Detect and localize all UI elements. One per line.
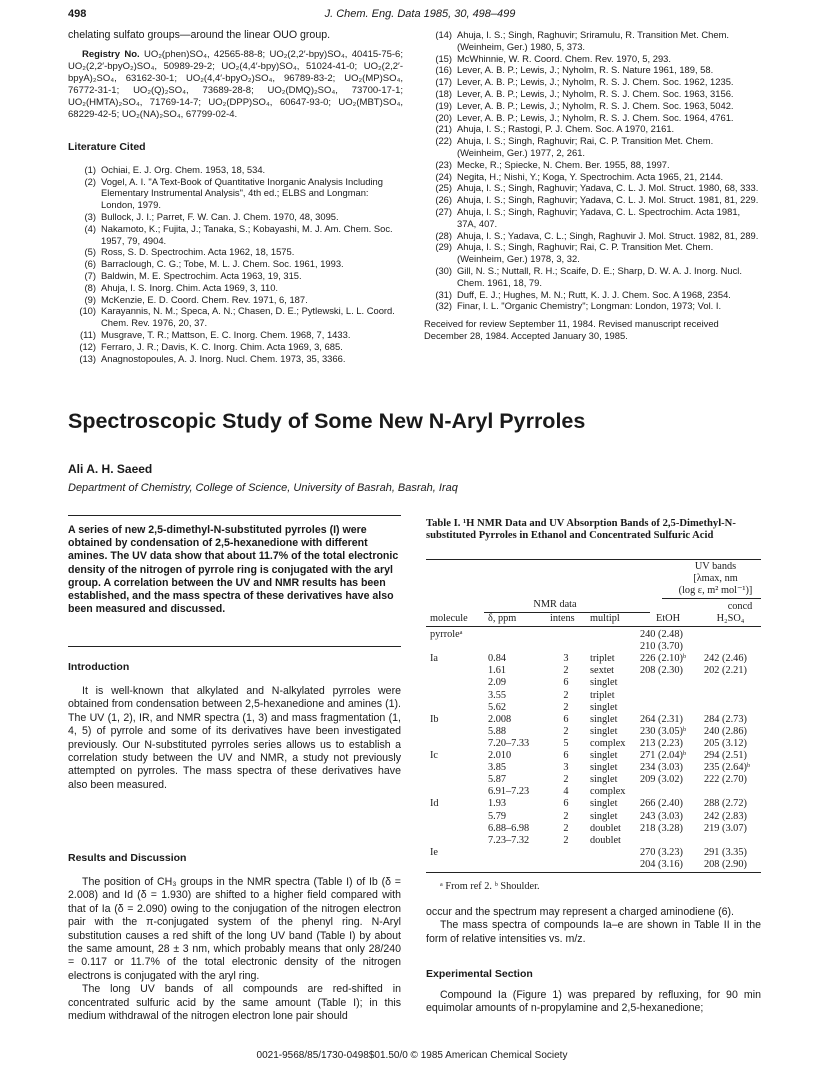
reference-number: (2): [84, 175, 96, 187]
table-cell: Ic: [430, 750, 438, 762]
reference-item: [68, 341, 403, 353]
reference-text: Negita, H.; Nishi, Y.; Koga, Y. Spectrochim. Acta 1965, 21, 2144.: [457, 170, 724, 182]
reference-number: (28): [435, 229, 452, 241]
table-row: [426, 774, 761, 786]
reference-text: Lever, A. B. P.; Lewis, J.; Nyholm, R. S. J. Chem. Soc. 1963, 3156.: [457, 87, 734, 99]
table-cell: [426, 859, 484, 871]
reference-number: (13): [79, 352, 96, 364]
table-cell: doublet: [590, 822, 621, 834]
table-cell: [636, 786, 700, 798]
reference-text: Ahuja, I. S.; Singh, Raghuvir; Rai, C. P. Transition Met. Chem. (Weinheim, Ger.) 1977, 2, 261.: [457, 135, 714, 158]
reference-text: Baldwin, M. E. Spectrochim. Acta 1963, 19, 315.: [101, 269, 302, 281]
results-heading: Results and Discussion: [68, 852, 187, 864]
reference-text: Gill, N. S.; Nuttall, R. H.; Scaife, D. E.; Sharp, D. W. A. J. Inorg. Nucl. Chem. 1961, 18, 79.: [457, 264, 742, 288]
reference-number: (5): [84, 246, 96, 258]
table-cell: 6: [563, 798, 569, 810]
table-cell: pyrroleᵃ: [430, 629, 463, 641]
table-cell: [546, 627, 586, 642]
reference-number: (21): [435, 123, 452, 135]
reference-text: Anagnostopoules, A. J. Inorg. Nucl. Chem. 1973, 35, 3366.: [101, 352, 346, 364]
table-cell: [546, 641, 586, 653]
column-header: EtOH: [636, 613, 700, 627]
introduction-paragraph: It is well-known that alkylated and N-alkylated pyrroles were obtained from condensation between 2,5-hexanedione and amines (1). The UV (1, 2), IR, and NMR spectra (1, 3) and mass fragmentation (1, 4, 5) of pyrrole and some of its derivatives have been investigated previously. Our N-substituted pyrroles series allows us to establish a correlation study between the UV and NMR, a study not previously attempted on pyrroles. The mass spectra of these derivatives have also been measured.: [68, 685, 401, 791]
reference-text: Lever, A. B. P.; Lewis, J.; Nyholm, R. S. Nature 1961, 189, 58.: [457, 64, 714, 76]
table-cell: 2.008: [488, 713, 512, 725]
table-cell: sextet: [590, 665, 615, 677]
table-cell: [586, 627, 636, 642]
reference-item: [424, 206, 760, 230]
table-cell: 2: [563, 701, 569, 713]
table-cell: [426, 823, 484, 835]
reference-number: (31): [435, 288, 452, 300]
table-cell: 2.09: [488, 677, 507, 689]
table-cell: 271 (2.04)ᵇ: [640, 750, 687, 762]
introduction-heading: Introduction: [68, 661, 130, 673]
reference-number: (17): [435, 76, 452, 88]
table-cell: singlet: [590, 750, 618, 762]
registry-label: Registry No.: [82, 48, 140, 60]
uv-bands-label: UV bands: [694, 561, 737, 572]
article-title: Spectroscopic Study of Some New N-Aryl Pyrroles: [68, 409, 586, 433]
reference-number: (6): [84, 258, 96, 270]
results-section: [68, 876, 401, 1023]
reference-item: [424, 300, 760, 312]
reference-item: [424, 159, 760, 171]
reference-item: [424, 53, 760, 65]
reference-text: Karayannis, N. M.; Speca, A. N.; Chasen, D. E.; Pytlewski, L. L. Coord. Chem. Rev. 1976, 20, 37.: [101, 305, 395, 329]
table-cell: [546, 847, 586, 859]
reference-number: (20): [435, 111, 452, 123]
table-bottom-rule: [426, 872, 761, 873]
reference-number: (16): [435, 64, 452, 76]
reference-number: (24): [435, 170, 452, 182]
reference-item: [424, 241, 760, 265]
table-cell: [484, 641, 546, 653]
reference-text: Bullock, J. I.; Parret, F. W. Can. J. Chem. 1970, 48, 3095.: [101, 210, 339, 222]
results-paragraph-1: The position of CH₃ groups in the NMR spectra (Table I) of Ib (δ = 2.008) and Id (δ = 1.930) are shifted to a higher field compared with that of Ia (δ = 2.090) owing to the conjugation of the nitrogen electron pair with the π-conjugated system of the phenyl ring. N-Aryl substitution causes a red shift of the long UV band (Table I) by about the same amount, 28 ± 3 nm, which probably means that only 28/240 = 0.117 or 11.7% of the total electronic density of the nitrogen electrons is conjugated with the aryl ring.: [68, 876, 401, 982]
prev-article-right: [424, 29, 760, 342]
table-row: [426, 762, 761, 774]
table-cell: 6.88–6.98: [488, 822, 530, 834]
table-cell: [586, 641, 636, 653]
table-cell: triplet: [590, 653, 615, 665]
reference-number: (8): [84, 281, 96, 293]
experimental-section: [426, 989, 761, 1016]
table-cell: [426, 811, 484, 823]
reference-list-left: [68, 164, 403, 365]
table-cell: [426, 786, 484, 798]
reference-item: [68, 294, 403, 306]
right-paragraph-1: occur and the spectrum may represent a charged aminodiene (6).: [426, 906, 734, 918]
reference-text: McKenzie, E. D. Coord. Chem. Rev. 1971, 6, 187.: [101, 293, 308, 305]
reference-item: [68, 164, 403, 176]
author: Ali A. H. Saeed: [68, 462, 153, 476]
table-cell: [426, 641, 484, 653]
table-cell: [546, 859, 586, 871]
uv-units-line2: (log ε, m² mol⁻¹)]: [678, 585, 753, 597]
reference-text: Nakamoto, K.; Fujita, J.; Tanaka, S.; Kobayashi, M. J. Am. Chem. Soc. 1957, 79, 4904.: [101, 222, 393, 246]
reference-item: [68, 305, 403, 329]
table-cell: 234 (3.03): [640, 762, 683, 774]
table-cell: [426, 665, 484, 677]
table-cell: [426, 677, 484, 689]
introduction-section: [68, 685, 401, 792]
reference-text: Ahuja, I. S.; Singh, Raghuvir; Sriramulu, R. Transition Met. Chem. (Weinheim, Ger.) 1980, 5, 373.: [457, 29, 729, 52]
reference-number: (30): [435, 264, 452, 276]
column-header: intens: [546, 613, 586, 627]
table-row: [426, 627, 761, 642]
table-cell: singlet: [590, 701, 618, 713]
table-cell: [426, 738, 484, 750]
table-cell: singlet: [590, 762, 618, 774]
registry-numbers: [68, 49, 403, 122]
table-cell: 213 (2.23): [640, 737, 683, 749]
table-cell: [426, 835, 484, 847]
table-row: [426, 677, 761, 689]
table-row: [426, 690, 761, 702]
table-cell: 7.23–7.32: [488, 834, 530, 846]
table-cell: 240 (2.48): [640, 629, 683, 641]
table-cell: 219 (3.07): [704, 822, 747, 834]
table-cell: 208 (2.90): [704, 858, 747, 870]
reference-number: (12): [79, 340, 96, 352]
table-row: [426, 702, 761, 714]
reference-number: (15): [435, 52, 452, 64]
reference-text: McWhinnie, W. R. Coord. Chem. Rev. 1970, 5, 293.: [457, 52, 671, 64]
reference-text: Finar, I. L. "Organic Chemistry"; Longman: London, 1973; Vol. I.: [457, 300, 722, 312]
reference-item: [68, 246, 403, 258]
reference-item: [424, 182, 760, 194]
reference-number: (4): [84, 222, 96, 234]
page-number: 498: [68, 8, 87, 20]
table-cell: 235 (2.64)ᵇ: [704, 762, 751, 774]
reference-number: (9): [84, 293, 96, 305]
table-cell: Ia: [430, 653, 438, 665]
table-cell: 2: [563, 689, 569, 701]
table-cell: 202 (2.21): [704, 665, 747, 677]
table-row: [426, 726, 761, 738]
table-cell: singlet: [590, 677, 618, 689]
reference-text: Lever, A. B. P.; Lewis, J.; Nyholm, R. S. J. Chem. Soc. 1963, 5042.: [457, 99, 734, 111]
reference-item: [424, 88, 760, 100]
abstract: A series of new 2,5-dimethyl-N-substituted pyrroles (I) were obtained by condensation of 2,5-hexanedione with different amines. The UV data show that about 11.7% of the total electronic density of the nitrogen of pyrrole ring is conjugated with the aryl group. A correlation between the UV and NMR results has been established, and the mass spectra of these derivatives have also been measured and discussed.: [68, 524, 399, 616]
table-cell: 6: [563, 677, 569, 689]
reference-item: [424, 76, 760, 88]
reference-item: [68, 353, 403, 365]
table-row: [426, 653, 761, 665]
reference-number: (19): [435, 99, 452, 111]
uv-units-line1: [λmax, nm: [693, 573, 738, 585]
table-cell: 3: [563, 653, 569, 665]
column-header: δ, ppm: [484, 613, 546, 627]
table-cell: singlet: [590, 810, 618, 822]
table-row: [426, 750, 761, 762]
table-row: [426, 738, 761, 750]
experimental-paragraph: Compound Ia (Figure 1) was prepared by refluxing, for 90 min equimolar amounts of n-propylamine and 2,5-hexanedione;: [426, 989, 761, 1015]
table-cell: 288 (2.72): [704, 798, 747, 810]
results-paragraph-2: The long UV bands of all compounds are red-shifted in concentrated sulfuric acid by the same amount (Table I); in this medium withdrawal of the nitrogen electron lone pair should: [68, 983, 401, 1023]
table-cell: 240 (2.86): [704, 725, 747, 737]
table-cell: 209 (3.02): [640, 774, 683, 786]
reference-number: (23): [435, 158, 452, 170]
table-cell: 208 (2.30): [640, 665, 683, 677]
table-cell: [484, 847, 546, 859]
table-cell: 6: [563, 713, 569, 725]
reference-number: (27): [435, 205, 452, 217]
reference-number: (26): [435, 194, 452, 206]
table-cell: 222 (2.70): [704, 774, 747, 786]
table-cell: singlet: [590, 725, 618, 737]
reference-item: [68, 223, 403, 247]
right-body-text: [426, 906, 761, 946]
reference-text: Ahuja, I. S.; Singh, Raghuvir; Yadava, C. L. Spectrochim. Acta 1981, 37A, 407.: [457, 205, 741, 229]
table-cell: Ib: [430, 713, 439, 725]
reference-item: [424, 171, 760, 183]
table-cell: singlet: [590, 713, 618, 725]
reference-number: (11): [80, 328, 96, 340]
reference-text: Ross, S. D. Spectrochim. Acta 1962, 18, 1575.: [101, 246, 295, 258]
table-row: [426, 823, 761, 835]
table-row: [426, 714, 761, 726]
reference-item: [424, 100, 760, 112]
concd-label: concd: [727, 601, 753, 612]
table-cell: 264 (2.31): [640, 713, 683, 725]
reference-text: Ahuja, I. S.; Singh, Raghuvir; Rai, C. P. Transition Met. Chem. (Weinheim, Ger.) 1978, 3, 32.: [457, 241, 714, 265]
nmr-table: [426, 613, 761, 871]
table-cell: 7.20–7.33: [488, 737, 530, 749]
table-row: [426, 847, 761, 859]
reference-item: [424, 265, 760, 289]
table-cell: 5.62: [488, 701, 507, 713]
right-paragraph-2: The mass spectra of compounds Ia–e are shown in Table II in the form of relative intensities vs. m/z.: [426, 919, 761, 945]
reference-text: Ahuja, I. S.; Singh, Raghuvir; Yadava, C. L. J. Mol. Struct. 1980, 68, 333.: [457, 182, 759, 194]
table-cell: 2: [563, 665, 569, 677]
table-cell: [484, 859, 546, 871]
registry-text: UO₂(phen)SO₄, 42565-88-8; UO₂(2,2′-bpy)SO₄, 40415-75-6; UO₂(2,2′-bpyO₂)SO₄, 50989-29-2; UO₂(4,4′-bpy)SO₄, 51024-41-0; UO₂(2,2′-bpyA)₂SO₄, 63162-30-1; UO₂(4,4′-bpyO₂)SO₄, 96789-83-2; UO₂(MP)SO₄, 76772-31-1; UO₂(Q)₂SO₄, 73689-28-8; UO₂(DMQ)₂SO₄, 73700-17-1; UO₂(HMTA)₂SO₄, 71769-14-7; UO₂(DPP)SO₄, 60647-93-0; UO₂(MBT)SO₄, 68229-42-5; UO₂(NA)₂SO₄, 67799-02-4.: [68, 48, 403, 121]
table-cell: 5: [563, 737, 569, 749]
table-cell: 284 (2.73): [704, 713, 747, 725]
table-cell: [700, 690, 761, 702]
table-cell: 1.61: [488, 665, 507, 677]
table-cell: [700, 641, 761, 653]
uv-subrule: [662, 598, 761, 599]
table-cell: 3.85: [488, 762, 507, 774]
table-cell: 226 (2.10)ᵇ: [640, 653, 687, 665]
reference-number: (7): [84, 269, 96, 281]
column-header: H₂SO₄: [700, 613, 761, 627]
table-cell: [426, 690, 484, 702]
table-cell: 2: [563, 834, 569, 846]
reference-text: Duff, E. J.; Hughes, M. N.; Rutt, K. J. J. Chem. Soc. A 1968, 2354.: [457, 288, 731, 300]
table-cell: [700, 835, 761, 847]
reference-text: Lever, A. B. P.; Lewis, J.; Nyholm, R. S. J. Chem. Soc. 1964, 4761.: [457, 111, 734, 123]
table-cell: 2: [563, 810, 569, 822]
table-cell: doublet: [590, 834, 621, 846]
table-cell: 2: [563, 822, 569, 834]
table-cell: 1.93: [488, 798, 507, 810]
reference-item: [68, 270, 403, 282]
table-caption: Table I. ¹H NMR Data and UV Absorption Bands of 2,5-Dimethyl-N-substituted Pyrroles in Ethanol and Concentrated Sulfuric Acid: [426, 518, 736, 542]
reference-item: [424, 123, 760, 135]
reference-text: Ahuja, I. S.; Yadava, C. L.; Singh, Raghuvir J. Mol. Struct. 1982, 81, 289.: [457, 229, 759, 241]
reference-item: [68, 282, 403, 294]
table-cell: [426, 702, 484, 714]
table-cell: 2: [563, 774, 569, 786]
reference-text: Lever, A. B. P.; Lewis, J.; Nyholm, R. S. J. Chem. Soc. 1962, 1235.: [457, 76, 734, 88]
received-note: Received for review September 11, 1984. Revised manuscript received December 28, 1984. Accepted January 30, 1985.: [424, 318, 719, 341]
table-cell: 204 (3.16): [640, 858, 683, 870]
reference-text: Barraclough, C. G.; Tobe, M. L. J. Chem. Soc. 1961, 1993.: [101, 258, 344, 270]
table-cell: [426, 762, 484, 774]
reference-item: [424, 135, 760, 159]
table-cell: 2.010: [488, 750, 512, 762]
column-header: molecule: [426, 613, 484, 627]
abstract-bottom-rule: [68, 646, 401, 647]
table-cell: 3: [563, 762, 569, 774]
table-row: [426, 811, 761, 823]
reference-text: Mecke, R.; Spiecke, N. Chem. Ber. 1955, 88, 1997.: [457, 158, 670, 170]
reference-text: Ochiai, E. J. Org. Chem. 1953, 18, 534.: [101, 163, 266, 175]
table-cell: 6: [563, 750, 569, 762]
table-cell: 242 (2.46): [704, 653, 747, 665]
table-cell: singlet: [590, 798, 618, 810]
table-cell: 3.55: [488, 689, 507, 701]
table-cell: 5.79: [488, 810, 507, 822]
table-cell: complex: [590, 786, 626, 798]
table-cell: 218 (3.28): [640, 822, 683, 834]
reference-item: [68, 329, 403, 341]
table-cell: [700, 702, 761, 714]
table-cell: 266 (2.40): [640, 798, 683, 810]
copyright-footer: 0021-9568/85/1730-0498$01.50/0 © 1985 American Chemical Society: [256, 1050, 568, 1061]
reference-number: (3): [84, 210, 96, 222]
reference-number: (22): [435, 135, 452, 147]
table-row: [426, 798, 761, 810]
reference-text: Vogel, A. I. "A Text-Book of Quantitative Inorganic Analysis Including Elementary Instrumental Analysis", 4th ed.; ELBS and Longman: London, 1979.: [101, 175, 383, 211]
table-cell: Ie: [430, 846, 438, 858]
table-cell: [636, 835, 700, 847]
prev-article-left: [68, 29, 403, 364]
table-cell: 4: [563, 786, 569, 798]
reference-text: Ferraro, J. R.; Davis, K. C. Inorg. Chim. Acta 1969, 3, 685.: [101, 340, 343, 352]
table-cell: 294 (2.51): [704, 750, 747, 762]
table-cell: [700, 627, 761, 642]
reference-number: (29): [435, 241, 452, 253]
reference-number: (14): [435, 29, 452, 40]
table-cell: [426, 774, 484, 786]
table-cell: 210 (3.70): [640, 641, 683, 653]
table-cell: Id: [430, 798, 439, 810]
reference-text: Ahuja, I. S.; Singh, Raghuvir; Yadava, C. L. J. Mol. Struct. 1981, 81, 229.: [457, 194, 759, 206]
table-row: [426, 641, 761, 653]
table-cell: [700, 786, 761, 798]
table-footnote: ᵃ From ref 2. ᵇ Shoulder.: [440, 881, 540, 892]
abstract-top-rule: [68, 515, 401, 516]
literature-cited-heading: Literature Cited: [68, 141, 146, 154]
column-header: multipl: [586, 613, 636, 627]
reference-item: [424, 194, 760, 206]
table-cell: 5.87: [488, 774, 507, 786]
table-cell: [484, 627, 546, 642]
table-cell: 5.88: [488, 725, 507, 737]
reference-item: [424, 230, 760, 242]
reference-item: [424, 29, 760, 53]
reference-text: Musgrave, T. R.; Mattson, E. C. Inorg. Chem. 1968, 7, 1433.: [101, 328, 351, 340]
reference-item: [68, 176, 403, 211]
table-cell: [636, 702, 700, 714]
reference-number: (1): [84, 163, 96, 175]
table-row: [426, 665, 761, 677]
table-cell: 0.84: [488, 653, 507, 665]
reference-item: [424, 112, 760, 124]
table-cell: 205 (3.12): [704, 737, 747, 749]
table-cell: [700, 677, 761, 689]
table-cell: [586, 847, 636, 859]
journal-header: J. Chem. Eng. Data 1985, 30, 498–499: [324, 8, 516, 20]
table-cell: triplet: [590, 689, 615, 701]
table-cell: singlet: [590, 774, 618, 786]
table-cell: 243 (3.03): [640, 810, 683, 822]
table-row: [426, 786, 761, 798]
reference-item: [68, 211, 403, 223]
table-cell: 242 (2.83): [704, 810, 747, 822]
table-cell: 2: [563, 725, 569, 737]
table-top-rule: [426, 559, 761, 560]
table-header-row: [426, 613, 761, 627]
table-row: [426, 859, 761, 871]
reference-number: (18): [435, 87, 452, 99]
reference-number: (32): [435, 300, 452, 312]
reference-number: (10): [79, 305, 96, 317]
reference-list-right: [424, 29, 760, 312]
table-cell: complex: [590, 737, 626, 749]
uv-header: [670, 561, 761, 597]
reference-text: Ahuja, I. S.; Rastogi, P. J. Chem. Soc. A 1970, 2161.: [457, 123, 675, 135]
reference-text: Ahuja, I. S. Inorg. Chim. Acta 1969, 3, 110.: [101, 281, 279, 293]
reference-number: (25): [435, 182, 452, 194]
table-row: [426, 835, 761, 847]
reference-item: [68, 258, 403, 270]
table-cell: 270 (3.23): [640, 846, 683, 858]
table-cell: [636, 690, 700, 702]
prev-closing-line: chelating sulfato groups—around the linear OUO group.: [68, 29, 331, 41]
experimental-heading: Experimental Section: [426, 968, 533, 980]
reference-item: [424, 289, 760, 301]
table-cell: 6.91–7.23: [488, 786, 530, 798]
table-cell: 291 (3.35): [704, 846, 747, 858]
affiliation: Department of Chemistry, College of Science, University of Basrah, Basrah, Iraq: [68, 482, 458, 494]
nmr-header: NMR data: [533, 599, 577, 610]
reference-item: [424, 64, 760, 76]
table-cell: [426, 726, 484, 738]
table-cell: [636, 677, 700, 689]
table-cell: [586, 859, 636, 871]
table-cell: 230 (3.05)ᵇ: [640, 725, 687, 737]
